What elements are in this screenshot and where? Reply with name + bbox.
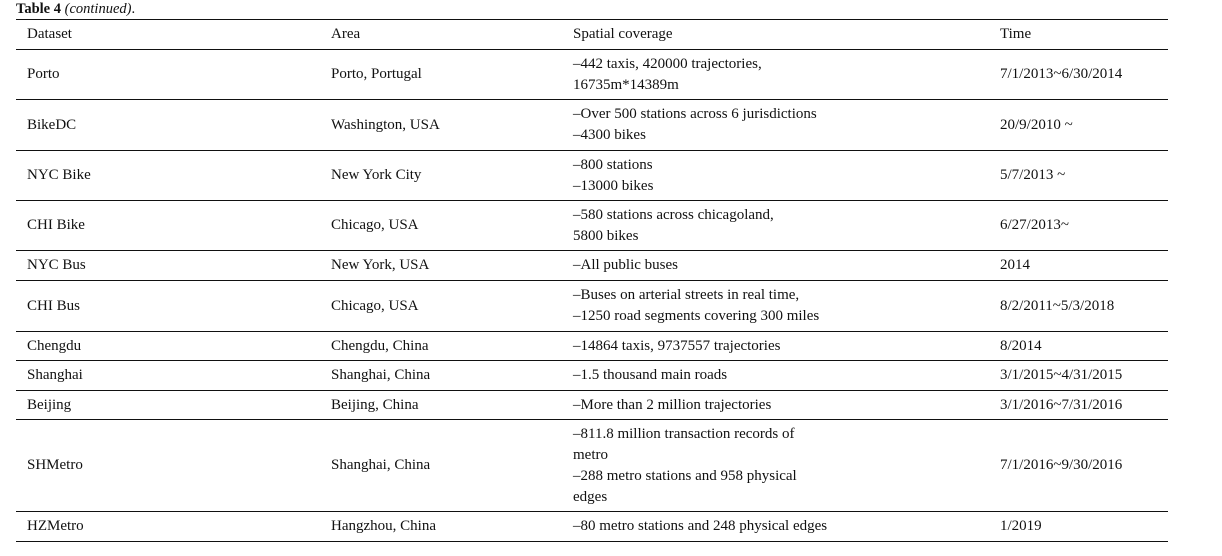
table-row [16,361,1168,391]
table-body [16,50,1168,542]
cell-dataset: BikeDC [27,116,77,133]
table-row [16,281,1168,332]
dataset-table [16,19,1168,542]
coverage-line: –1.5 thousand main roads [573,367,728,383]
cell-time: 7/1/2013~6/30/2014 [1000,66,1123,82]
cell-area: Washington, USA [331,116,440,133]
table-row [16,50,1168,100]
cell-time: 6/27/2013~ [1000,217,1069,233]
cell-coverage [562,281,989,332]
coverage-line: –80 metro stations and 248 physical edges [573,518,828,534]
coverage-line: –14864 taxis, 9737557 trajectories [573,337,781,354]
table-header [16,20,1168,50]
coverage-line: –13000 bikes [573,177,654,194]
table-row [16,201,1168,251]
cell-time: 8/2014 [1000,337,1042,354]
cell-time: 3/1/2015~4/31/2015 [1000,367,1123,383]
header-area: Area [331,26,361,42]
cell-dataset: Chengdu [27,337,82,354]
cell-time: 7/1/2016~9/30/2016 [1000,457,1123,473]
table-caption-continued: (continued) [64,1,132,17]
cell-coverage [562,361,989,391]
cell-dataset: Shanghai [27,367,83,383]
cell-dataset: CHI Bus [27,297,80,314]
coverage-line: metro [573,446,608,463]
cell-coverage [562,420,989,512]
cell-area: Porto, Portugal [331,66,422,82]
table-caption-label: Table 4 [16,1,61,17]
cell-dataset: Beijing [27,396,72,413]
header-spatial-coverage: Spatial coverage [573,26,673,42]
cell-time: 8/2/2011~5/3/2018 [1000,297,1115,314]
table-row [16,251,1168,281]
cell-area: Shanghai, China [331,367,431,383]
table-row [16,512,1168,542]
cell-coverage [562,251,989,281]
coverage-line: 5800 bikes [573,227,639,244]
cell-coverage [562,151,989,201]
cell-area: Chicago, USA [331,217,419,233]
cell-coverage [562,332,989,361]
cell-dataset: SHMetro [27,457,83,473]
cell-dataset: NYC Bus [27,257,86,273]
coverage-line: –580 stations across chicagoland, [573,206,774,223]
cell-coverage [562,391,989,420]
coverage-line: –800 stations [573,156,653,173]
coverage-line: –1250 road segments covering 300 miles [573,308,820,324]
cell-coverage [562,50,989,100]
cell-area: New York City [331,167,422,183]
cell-area: New York, USA [331,257,430,273]
cell-area: Chicago, USA [331,297,419,314]
header-row [16,20,1168,50]
cell-time: 5/7/2013 ~ [1000,167,1066,183]
coverage-line: –All public buses [573,257,678,273]
table-row [16,332,1168,361]
cell-area: Beijing, China [331,396,419,413]
coverage-line: edges [573,488,608,505]
cell-dataset: CHI Bike [27,217,85,233]
coverage-line: 16735m*14389m [573,76,679,93]
cell-coverage [562,201,989,251]
cell-area: Hangzhou, China [331,518,436,534]
coverage-line: –More than 2 million trajectories [573,396,772,413]
cell-coverage [562,512,989,542]
cell-time: 2014 [1000,257,1030,273]
cell-dataset: HZMetro [27,518,84,534]
cell-coverage [562,100,989,151]
cell-time: 3/1/2016~7/31/2016 [1000,396,1123,413]
cell-area: Chengdu, China [331,337,429,354]
table-caption [16,0,135,18]
coverage-line: –811.8 million transaction records of [573,425,795,442]
table-row [16,151,1168,201]
table-row [16,391,1168,420]
table-row [16,100,1168,151]
cell-time: 20/9/2010 ~ [1000,116,1073,133]
coverage-line: –442 taxis, 420000 trajectories, [573,55,762,72]
coverage-line: –288 metro stations and 958 physical [573,467,797,484]
cell-dataset: Porto [27,66,60,82]
coverage-line: –Buses on arterial streets in real time, [573,287,800,303]
header-dataset: Dataset [27,26,72,42]
cell-area: Shanghai, China [331,457,431,473]
coverage-line: –Over 500 stations across 6 jurisdictions [573,106,817,122]
cell-dataset: NYC Bike [27,167,91,183]
cell-time: 1/2019 [1000,518,1042,534]
header-time: Time [1000,26,1032,42]
table-row [16,420,1168,512]
table-caption-end: . [131,1,136,17]
coverage-line: –4300 bikes [573,127,646,143]
